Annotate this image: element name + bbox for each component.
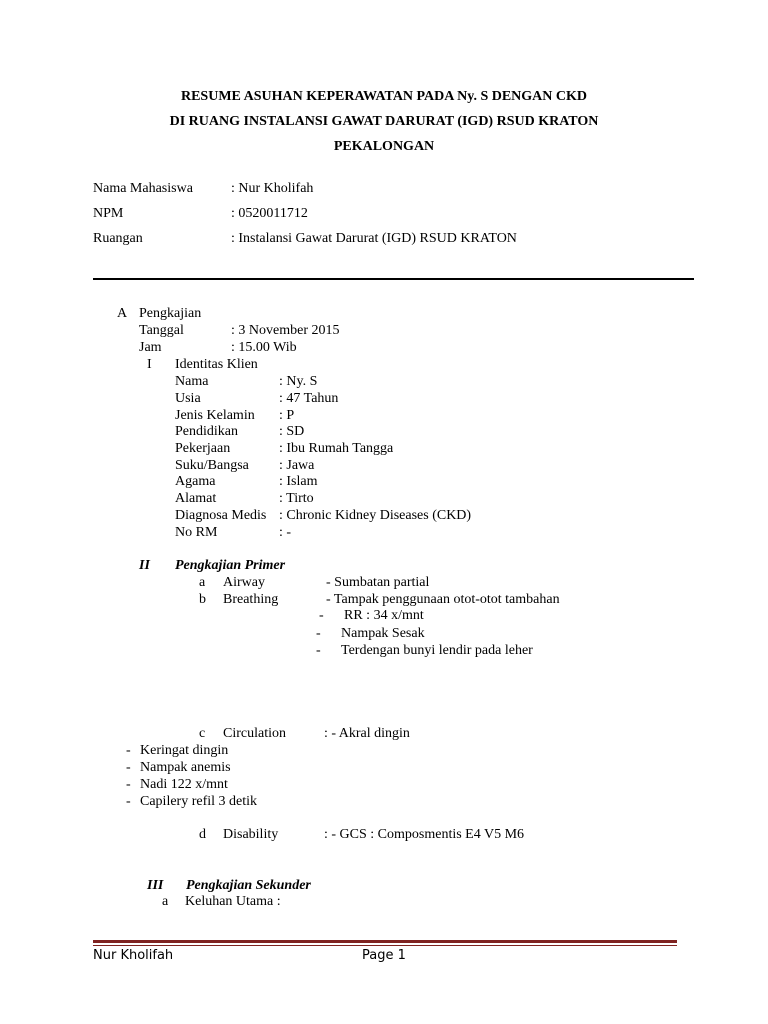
footer-author: Nur Kholifah: [93, 948, 174, 963]
info-value: : Instalansi Gawat Darurat (IGD) RSUD KRATON: [231, 231, 517, 246]
identity-label: Usia: [175, 391, 201, 406]
identity-value: : SD: [279, 424, 305, 439]
info-label: NPM: [93, 206, 124, 221]
bullet-dash: -: [319, 608, 324, 623]
disability-value: : - GCS : Composmentis E4 V5 M6: [324, 827, 525, 842]
bullet-dash: -: [126, 794, 131, 809]
identity-value: : Ny. S: [279, 374, 318, 389]
identity-label: Diagnosa Medis: [175, 508, 267, 523]
section-marker: A: [117, 306, 128, 321]
info-label: Ruangan: [93, 231, 143, 246]
circulation-label: Circulation: [223, 726, 286, 741]
keluhan-label: Keluhan Utama :: [185, 894, 281, 909]
list-item: Nampak Sesak: [341, 626, 425, 641]
list-item: RR : 34 x/mnt: [344, 608, 424, 623]
airway-marker: a: [199, 575, 206, 590]
breathing-label: Breathing: [223, 592, 279, 607]
bullet-dash: -: [126, 743, 131, 758]
identity-value: : Ibu Rumah Tangga: [279, 441, 394, 456]
breathing-value: - Tampak penggunaan otot-otot tambahan: [326, 592, 560, 607]
subsection-title: Pengkajian Primer: [175, 558, 286, 573]
identity-label: Jenis Kelamin: [175, 408, 255, 423]
disability-marker: d: [199, 827, 206, 842]
identity-label: Alamat: [175, 491, 217, 506]
subsection-title: Pengkajian Sekunder: [186, 878, 311, 893]
keluhan-marker: a: [162, 894, 169, 909]
identity-value: : -: [279, 525, 292, 540]
list-item: Capilery refil 3 detik: [140, 794, 258, 809]
disability-label: Disability: [223, 827, 279, 842]
section-title: Pengkajian: [139, 306, 202, 321]
identity-value: : Islam: [279, 474, 318, 489]
footer-divider-thin: [93, 945, 677, 946]
identity-value: : P: [279, 408, 295, 423]
bullet-dash: -: [126, 777, 131, 792]
bullet-dash: -: [126, 760, 131, 775]
jam-label: Jam: [139, 340, 162, 355]
identity-label: Agama: [175, 474, 216, 489]
list-item: Keringat dingin: [140, 743, 229, 758]
identity-value: : Tirto: [279, 491, 314, 506]
circulation-value: : - Akral dingin: [324, 726, 410, 741]
list-item: Nampak anemis: [140, 760, 231, 775]
footer-page-number: Page 1: [362, 948, 406, 963]
identity-value: : Jawa: [279, 458, 315, 473]
document-title-line-1: RESUME ASUHAN KEPERAWATAN PADA Ny. S DENGAN CKD: [180, 89, 588, 104]
airway-label: Airway: [223, 575, 265, 590]
list-item: Nadi 122 x/mnt: [140, 777, 228, 792]
footer-divider: [93, 940, 677, 943]
list-item: Terdengan bunyi lendir pada leher: [341, 643, 533, 658]
info-value: : Nur Kholifah: [231, 181, 314, 196]
document-title-line-3: PEKALONGAN: [333, 139, 435, 154]
identity-label: No RM: [175, 525, 218, 540]
identity-label: Pekerjaan: [175, 441, 231, 456]
subsection-marker: III: [147, 878, 164, 893]
document-title-line-2: DI RUANG INSTALANSI GAWAT DARURAT (IGD) RSUD KRATON: [169, 114, 599, 129]
bullet-dash: -: [316, 626, 321, 641]
subsection-marker: I: [147, 357, 152, 372]
circulation-marker: c: [199, 726, 206, 741]
header-divider: [93, 278, 694, 280]
identity-label: Pendidikan: [175, 424, 238, 439]
identity-value: : 47 Tahun: [279, 391, 339, 406]
bullet-dash: -: [316, 643, 321, 658]
identity-label: Suku/Bangsa: [175, 458, 249, 473]
identity-value: : Chronic Kidney Diseases (CKD): [279, 508, 472, 523]
tanggal-value: : 3 November 2015: [231, 323, 340, 338]
subsection-marker: II: [139, 558, 150, 573]
info-label: Nama Mahasiswa: [93, 181, 193, 196]
breathing-marker: b: [199, 592, 206, 607]
info-value: : 0520011712: [231, 206, 308, 221]
tanggal-label: Tanggal: [139, 323, 184, 338]
jam-value: : 15.00 Wib: [231, 340, 297, 355]
subsection-title: Identitas Klien: [175, 357, 258, 372]
identity-label: Nama: [175, 374, 209, 389]
airway-value: - Sumbatan partial: [326, 575, 430, 590]
